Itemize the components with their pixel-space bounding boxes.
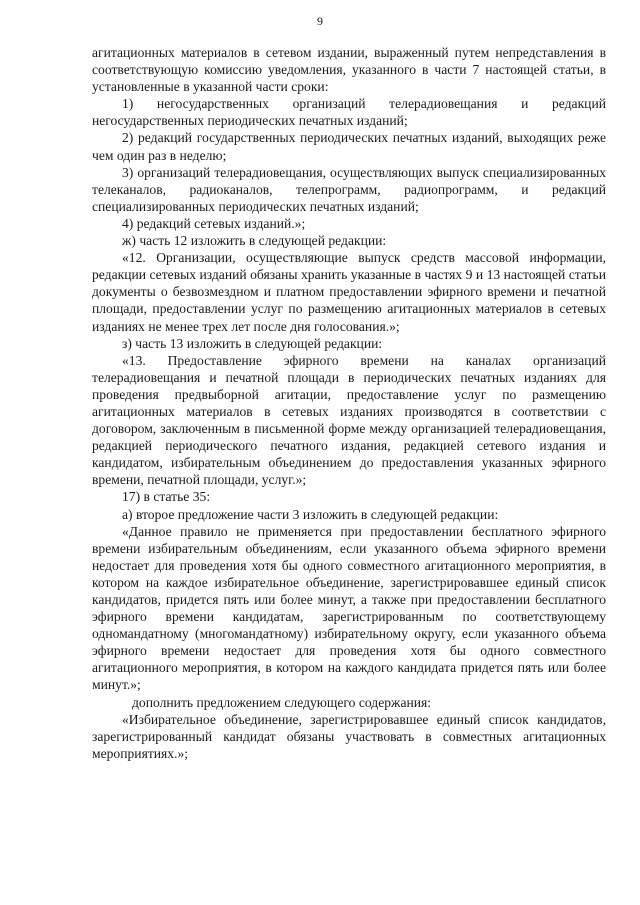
paragraph: 17) в статье 35: — [122, 489, 211, 505]
paragraph: «12. Организации, осуществляющие выпуск средств массовой информации, редакции сетевых изданий обязаны хранить указанные в частях 9 и 13 настоящей статьи документы о безвозмездном и платном предоставлении эфирного времени и печатной площади, предоставлении услуг по размещению агитационных материалов в сетевых изданиях не менее трех лет после дня голосования.»; — [92, 250, 606, 334]
list-item: 2) редакций государственных периодических печатных изданий, выходящих реже чем один раз в неделю; — [92, 130, 606, 163]
paragraph: ж) часть 12 изложить в следующей редакции: — [122, 233, 387, 249]
list-item: 4) редакций сетевых изданий.»; — [122, 215, 306, 231]
paragraph: з) часть 13 изложить в следующей редакции: — [122, 335, 383, 351]
paragraph: «13. Предоставление эфирного времени на каналах организаций телерадиовещания и печатной площади в периодических печатных изданиях для проведения предвыборной агитации, предоставление услуг по размещению агитационных материалов в сетевых изданиях производятся в соответствии с договором, заключенным в письменной форме между организацией телерадиовещания, редакцией периодического печатного издания, редакцией сетевого издания и кандидатом, избирательным объединением до предоставления указанных эфирного времени, печатной площади, услуг.»; — [92, 352, 606, 488]
paragraph: «Данное правило не применяется при предоставлении бесплатного эфирного времени избирательным объединениям, если указанного объема эфирного времени недостает для проведения хотя бы одного совместного агитационного мероприятия, в котором на каждое избирательное объединение, зарегистрировавшее единый список кандидатов, придется пять или более минут, а также при предоставлении бесплатного эфирного времени кандидатам, зарегистрированным по соответствующему одномандатному (многомандатному) избирательному округу, если указанного объема эфирного времени недостает для проведения хотя бы одного совместного агитационного мероприятия, в котором на каждого кандидата придется пять или более минут.»; — [92, 523, 606, 693]
paragraph: агитационных материалов в сетевом издании, выраженный путем непредставления в соответствующую комиссию уведомления, указанного в части 7 настоящей статьи, в установленные в указанной части сроки: — [92, 45, 606, 95]
paragraph: а) второе предложение части 3 изложить в следующей редакции: — [122, 506, 499, 522]
list-item: 1) негосударственных организаций телерадиовещания и редакций негосударственных периодических печатных изданий; — [92, 96, 606, 129]
list-item: 3) организаций телерадиовещания, осуществляющих выпуск специализированных телеканалов, радиоканалов, телепрограмм, радиопрограмм, и редакций специализированных периодических печатных изданий; — [92, 164, 606, 214]
paragraph: «Избирательное объединение, зарегистрировавшее единый список кандидатов, зарегистрированный кандидат обязаны участвовать в совместных агитационных мероприятиях.»; — [92, 711, 606, 761]
page-number: 9 — [317, 14, 323, 28]
paragraph: дополнить предложением следующего содержания: — [132, 694, 432, 710]
document-body — [92, 44, 606, 762]
